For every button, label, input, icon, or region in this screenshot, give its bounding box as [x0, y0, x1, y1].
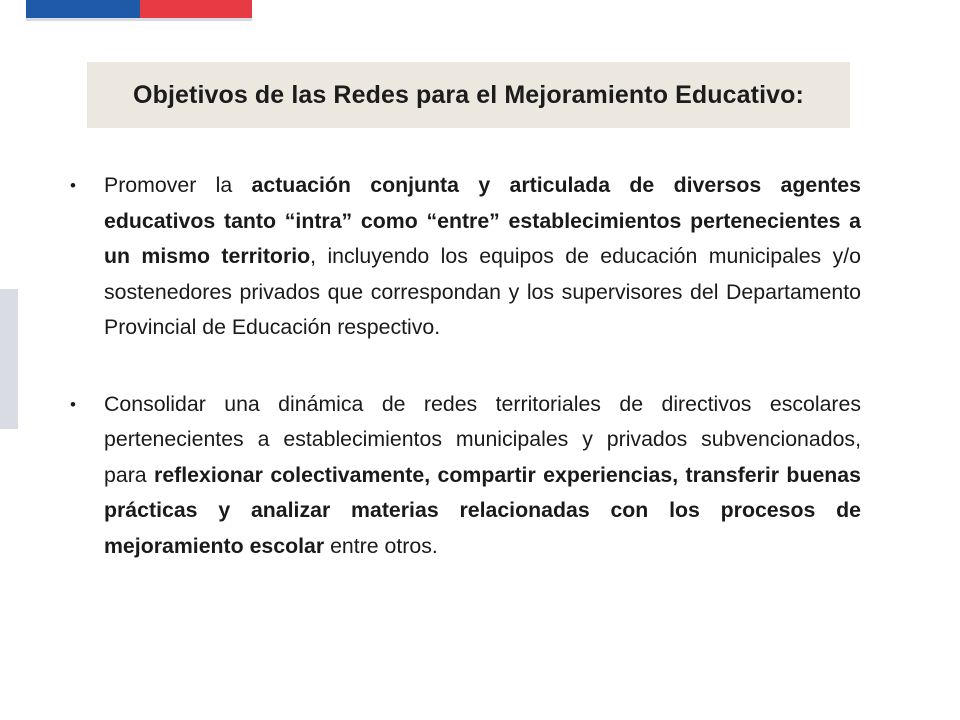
bullet-1-segment-2: actuación conjunta y articulada de diversos agentes educativos tanto “intra” como “entre” establecimientos pertenecientes a un mismo territorio — [104, 173, 861, 268]
bullet-2-text — [104, 392, 861, 558]
bullet-icon: • — [70, 394, 76, 414]
bullet-1-segment-3: , incluyendo los equipos de educación municipales y/o sostenedores privados que correspondan y los supervisores del Departamento Provincial de Educación respectivo. — [104, 244, 861, 339]
page-title: Objetivos de las Redes para el Mejoramiento Educativo: — [133, 80, 804, 109]
content-body — [68, 168, 861, 564]
title-box — [87, 62, 850, 128]
bullet-icon: • — [70, 176, 76, 195]
bullet-2-segment-1: Consolidar una dinámica de redes territoriales de directivos escolares pertenecientes a establecimientos municipales y privados subvencionados, para — [104, 391, 861, 487]
bullet-item-2 — [68, 387, 861, 565]
bullet-1-segment-1: Promover la — [104, 173, 252, 197]
flag-underline — [26, 18, 252, 21]
bullet-1-text — [104, 173, 861, 339]
bullet-item-1 — [68, 168, 861, 346]
side-tab — [0, 289, 18, 429]
bullet-2-segment-3: entre otros. — [324, 533, 438, 558]
flag-bar — [26, 0, 252, 18]
bullet-2-segment-2: reflexionar colectivamente, compartir experiencias, transferir buenas prácticas y analizar materias relacionadas con los procesos de mejoramiento escolar — [104, 462, 861, 558]
flag-blue-stripe — [26, 0, 140, 18]
flag-red-stripe — [140, 0, 252, 18]
